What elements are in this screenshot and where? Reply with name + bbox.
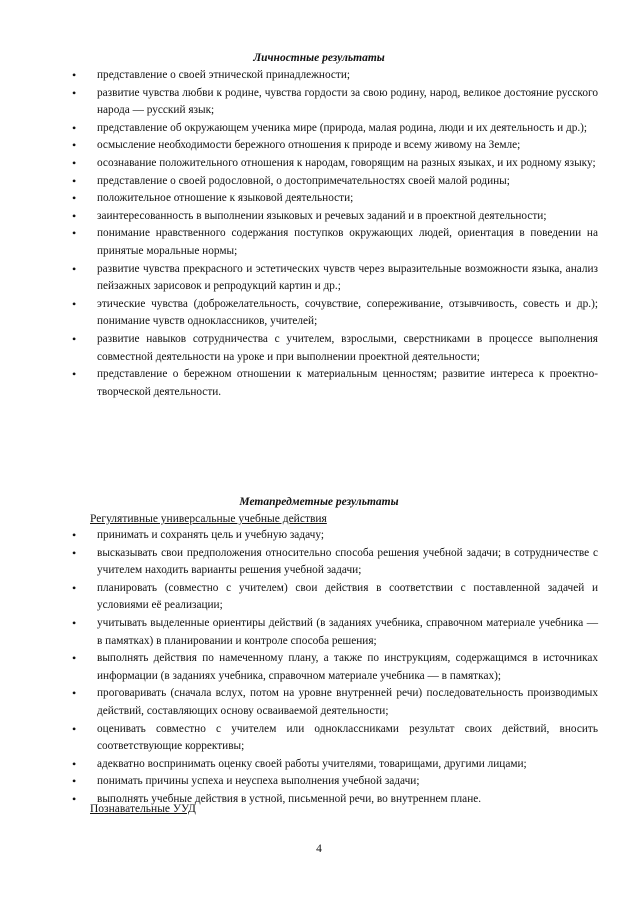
cognitive-heading: Познавательные УУД	[90, 803, 196, 815]
metasubject-results-title: Метапредметные результаты	[239, 496, 399, 508]
page-number: 4	[316, 843, 322, 855]
list-item: • выполнять учебные действия в устной, письменной речи, во внутреннем плане.	[0, 791, 638, 809]
personal-results-title: Личностные результаты	[253, 52, 385, 64]
list-item: • представление о бережном отношении к материальным ценностям; развитие интереса к проектно-творческой деятельности.	[0, 366, 638, 401]
regulative-heading: Регулятивные универсальные учебные действия	[90, 513, 327, 525]
list-item: • планировать (совместно с учителем) свои действия в соответствии с поставленной задачей и условиями её реализации;	[0, 580, 638, 615]
list-item: • выполнять действия по намеченному плану, а также по инструкциям, содержащимся в источниках информации (в заданиях учебника, справочном материале учебника — в памятках);	[0, 650, 638, 685]
list-item: • представление об окружающем ученика мире (природа, малая родина, люди и их деятельность и др.);	[0, 120, 638, 138]
list-item: • осознавание положительного отношения к народам, говорящим на разных языках, и их родному языку;	[0, 155, 638, 173]
list-item: • заинтересованность в выполнении языковых и речевых заданий и в проектной деятельности;	[0, 208, 638, 226]
list-item: • адекватно воспринимать оценку своей работы учителями, товарищами, другими лицами;	[0, 756, 638, 774]
list-item: • развитие чувства прекрасного и эстетических чувств через выразительные возможности языка, анализ пейзажных зарисовок и репродукций картин и др.;	[0, 261, 638, 296]
list-item: • представление о своей родословной, о достопримечательностях своей малой родины;	[0, 173, 638, 191]
list-item: • этические чувства (доброжелательность, сочувствие, сопереживание, отзывчивость, совесть и др.); понимание чувств одноклассников, учителей;	[0, 296, 638, 331]
list-item: • оценивать совместно с учителем или одноклассниками результат своих действий, вносить соответствующие коррективы;	[0, 721, 638, 756]
regulative-list	[0, 527, 638, 809]
list-item: • учитывать выделенные ориентиры действий (в заданиях учебника, справочном материале учебника — в памятках) в планировании и контроле способа решения;	[0, 615, 638, 650]
list-item: • понимание нравственного содержания поступков окружающих людей, ориентация в поведении на принятые моральные нормы;	[0, 225, 638, 260]
list-item: • положительное отношение к языковой деятельности;	[0, 190, 638, 208]
list-item: • развитие навыков сотрудничества с учителем, взрослыми, сверстниками в процессе выполнения совместной деятельности на уроке и при выполнении проектной деятельности;	[0, 331, 638, 366]
list-item: • высказывать свои предположения относительно способа решения учебной задачи; в сотрудничестве с учителем находить варианты решения учебной задачи;	[0, 545, 638, 580]
personal-results-list	[0, 67, 638, 401]
list-item: • проговаривать (сначала вслух, потом на уровне внутренней речи) последовательность производимых действий, составляющих основу осваиваемой деятельности;	[0, 685, 638, 720]
list-item: • осмысление необходимости бережного отношения к природе и всему живому на Земле;	[0, 137, 638, 155]
list-item: • понимать причины успеха и неуспеха выполнения учебной задачи;	[0, 773, 638, 791]
list-item: • принимать и сохранять цель и учебную задачу;	[0, 527, 638, 545]
list-item: • представление о своей этнической принадлежности;	[0, 67, 638, 85]
list-item: • развитие чувства любви к родине, чувства гордости за свою родину, народ, великое достояние русского народа — русский язык;	[0, 85, 638, 120]
